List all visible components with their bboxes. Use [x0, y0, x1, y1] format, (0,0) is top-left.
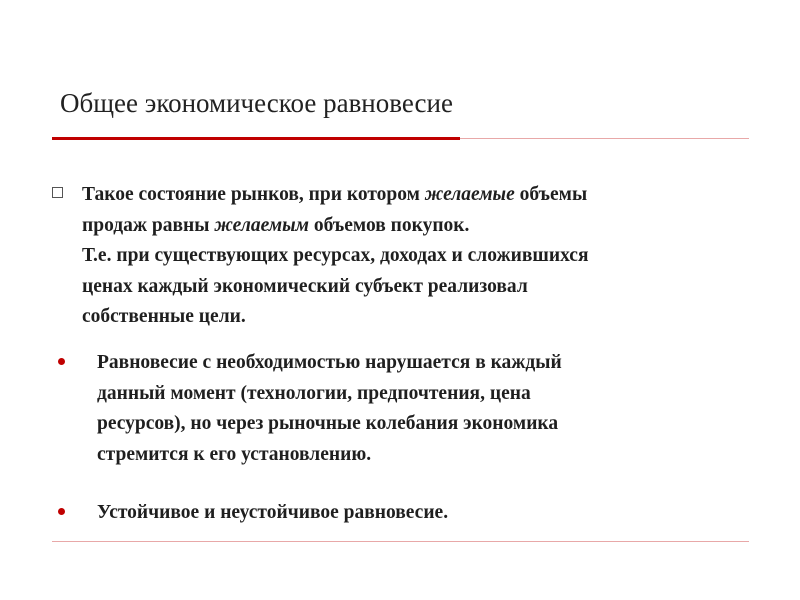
sub-bullet-1-text — [97, 348, 737, 470]
red-dot-icon — [58, 358, 65, 365]
main-line-4: ценах каждый экономический субъект реализовал — [82, 275, 528, 297]
main-line-5: собственные цели. — [82, 306, 246, 327]
sub-bullet-1-line-2: данный момент (технологии, предпочтения, цена — [97, 382, 531, 404]
italic-term: желаемые — [424, 184, 515, 205]
red-dot-icon — [58, 508, 65, 515]
main-line-3: Т.е. при существующих ресурсах, доходах и сложившихся — [82, 245, 589, 266]
sub-bullet-1-line-3: ресурсов), но через рыночные колебания экономика — [97, 413, 559, 434]
sub-bullet-1-line-1: Равновесие с необходимостью нарушается в каждый — [97, 352, 562, 373]
square-outline-icon — [52, 187, 63, 198]
sub-bullet-2-line-1: Устойчивое и неустойчивое равновесие. — [97, 502, 449, 523]
text-segment: объемов покупок. — [309, 214, 470, 236]
text-segment: продаж равны — [82, 214, 215, 236]
text-segment: объемы — [514, 184, 588, 205]
main-line-1 — [82, 180, 742, 211]
italic-term: желаемым — [214, 214, 310, 236]
sub-bullet-2-text — [97, 498, 737, 529]
sub-bullet-1-line-4: стремится к его установлению. — [97, 443, 372, 465]
text-segment: Такое состояние рынков, при котором — [82, 184, 425, 205]
bottom-divider — [52, 541, 749, 542]
main-bullet-text — [82, 180, 742, 333]
slide-title: Общее экономическое равновесие — [60, 88, 453, 118]
title-divider-accent — [52, 137, 460, 140]
main-line-2 — [82, 211, 742, 242]
